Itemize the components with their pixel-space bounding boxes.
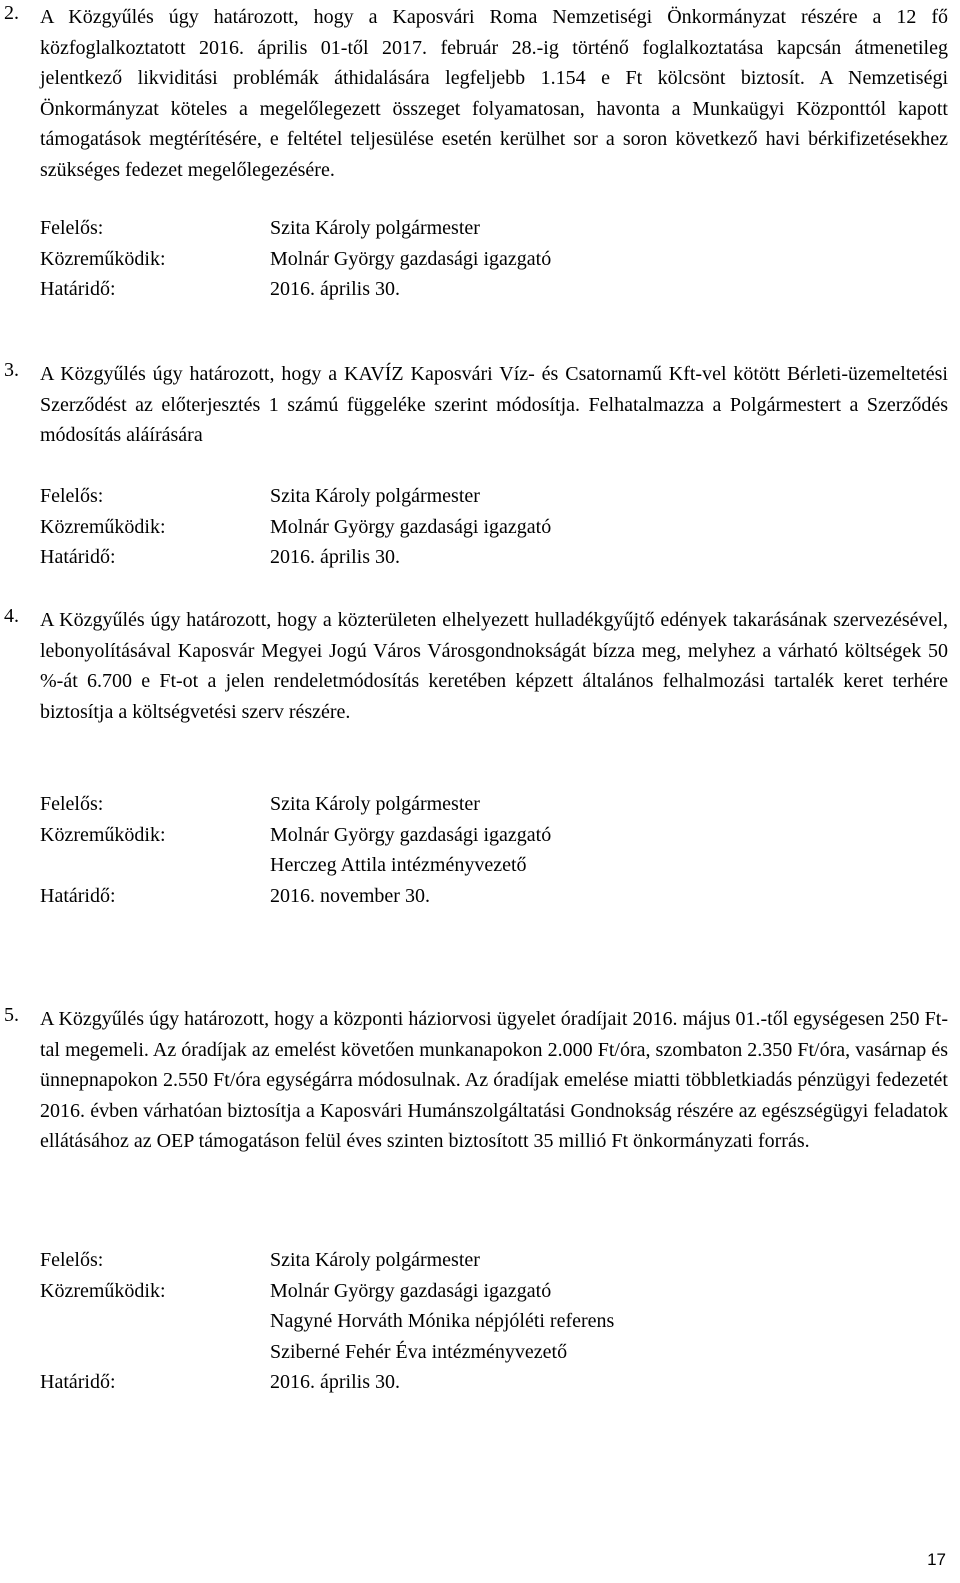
contributor-value: Molnár György gazdasági igazgató — [270, 1279, 552, 1302]
responsible-label: Felelős: — [40, 217, 104, 239]
responsibility-block — [40, 213, 840, 305]
responsible-row — [40, 789, 840, 820]
responsibility-block — [40, 789, 840, 911]
contributor-value: Nagyné Horváth Mónika népjóléti referens — [270, 1310, 615, 1333]
item-text: A Közgyűlés úgy határozott, hogy a központi háziorvosi ügyelet óradíjait 2016. május 01.-től egységesen 250 Ft-tal megemeli. Az óradíjak az emelést követően munkanapokon 2.000 Ft/óra, szombaton 2.350 Ft/óra, vasárnap és ünnepnapokon 2.550 Ft/óra egységárra módosulnak. Az óradíjak emelése miatti többletkiadás pénzügyi fedezetét 2016. évben várhatóan biztosítja a Kaposvári Humánszolgáltatási Gondnokság részére az egészségügyi feladatok ellátásához az OEP támogatáson felül éves szinten biztosított 35 millió Ft önkormányzati forrás. — [40, 1008, 948, 1153]
contributor-row — [40, 244, 840, 275]
item-text: A Közgyűlés úgy határozott, hogy a KAVÍZ Kaposvári Víz- és Csatornamű Kft-vel kötött Bérleti-üzemeltetési Szerződést az előterjesztés 1 számú függeléke szerint módosítja. Felhatalmazza a Polgármestert a Szerződés módosítás aláírására — [40, 363, 948, 447]
contributor-label: Közreműködik: — [40, 247, 166, 270]
item-text: A Közgyűlés úgy határozott, hogy a közterületen elhelyezett hulladékgyűjtő edények takarásának szervezésével, lebonyolításával Kaposvár Megyei Jogú Város Városgondnokságát bízza meg, melyhez a várható költségek 50 %-át 6.700 e Ft-ot a jelen rendeletmódosítás keretében képzett általános felhalmozási tartalék keret terhére biztosítja a költségvetési szerv részére. — [40, 609, 948, 723]
item-number: 5. — [4, 1004, 19, 1026]
contributor-label: Közreműködik: — [40, 1279, 166, 1302]
deadline-label: Határidő: — [40, 884, 116, 907]
deadline-label: Határidő: — [40, 1371, 116, 1394]
contributor-value: Molnár György gazdasági igazgató — [270, 247, 552, 270]
deadline-value: 2016. április 30. — [270, 546, 400, 569]
page-number: 17 — [927, 1550, 946, 1569]
contributor-label: Közreműködik: — [40, 515, 166, 538]
responsibility-block — [40, 1245, 840, 1398]
responsible-label: Felelős: — [40, 793, 104, 815]
deadline-value: 2016. november 30. — [270, 884, 430, 907]
responsible-value: Szita Károly polgármester — [270, 793, 480, 815]
item-number: 2. — [4, 2, 19, 24]
item-text: A Közgyűlés úgy határozott, hogy a Kaposvári Roma Nemzetiségi Önkormányzat részére a 12 fő közfoglalkoztatott 2016. április 01-től 2017. február 28.-ig történő foglalkoztatása kapcsán átmenetileg jelentkező likviditási problémák áthidalására legfeljebb 1.154 e Ft kölcsönt biztosít. A Nemzetiségi Önkormányzat köteles a megelőlegezett összeget folyamatosan, havonta a Munkaügyi Központtól kapott támogatások megtérítésére, e feltétel teljesülése esetén kerülhet sor a soron következő havi bérkifizetésekhez szükséges fedezet megelőlegezésére. — [40, 6, 948, 181]
responsible-row — [40, 481, 840, 512]
deadline-row — [40, 542, 840, 573]
deadline-row — [40, 881, 840, 912]
item-number: 3. — [4, 359, 19, 381]
contributor-value: Herczeg Attila intézményvezető — [270, 854, 527, 877]
deadline-label: Határidő: — [40, 278, 116, 301]
item-number: 4. — [4, 605, 19, 627]
responsible-row — [40, 213, 840, 244]
responsible-label: Felelős: — [40, 1249, 104, 1271]
deadline-value: 2016. április 30. — [270, 278, 400, 301]
deadline-value: 2016. április 30. — [270, 1371, 400, 1394]
deadline-row — [40, 1367, 840, 1398]
contributor-row — [40, 820, 840, 851]
responsible-value: Szita Károly polgármester — [270, 485, 480, 507]
contributor-row — [40, 1337, 840, 1368]
responsible-row — [40, 1245, 840, 1276]
responsible-value: Szita Károly polgármester — [270, 217, 480, 239]
contributor-row — [40, 1306, 840, 1337]
responsible-label: Felelős: — [40, 485, 104, 507]
deadline-label: Határidő: — [40, 546, 116, 569]
contributor-label: Közreműködik: — [40, 823, 166, 846]
contributor-row — [40, 1276, 840, 1307]
contributor-value: Molnár György gazdasági igazgató — [270, 515, 552, 538]
contributor-row — [40, 850, 840, 881]
contributor-row — [40, 512, 840, 543]
responsibility-block — [40, 481, 840, 573]
contributor-value: Sziberné Fehér Éva intézményvezető — [270, 1340, 568, 1363]
deadline-row — [40, 274, 840, 305]
contributor-value: Molnár György gazdasági igazgató — [270, 823, 552, 846]
responsible-value: Szita Károly polgármester — [270, 1249, 480, 1271]
